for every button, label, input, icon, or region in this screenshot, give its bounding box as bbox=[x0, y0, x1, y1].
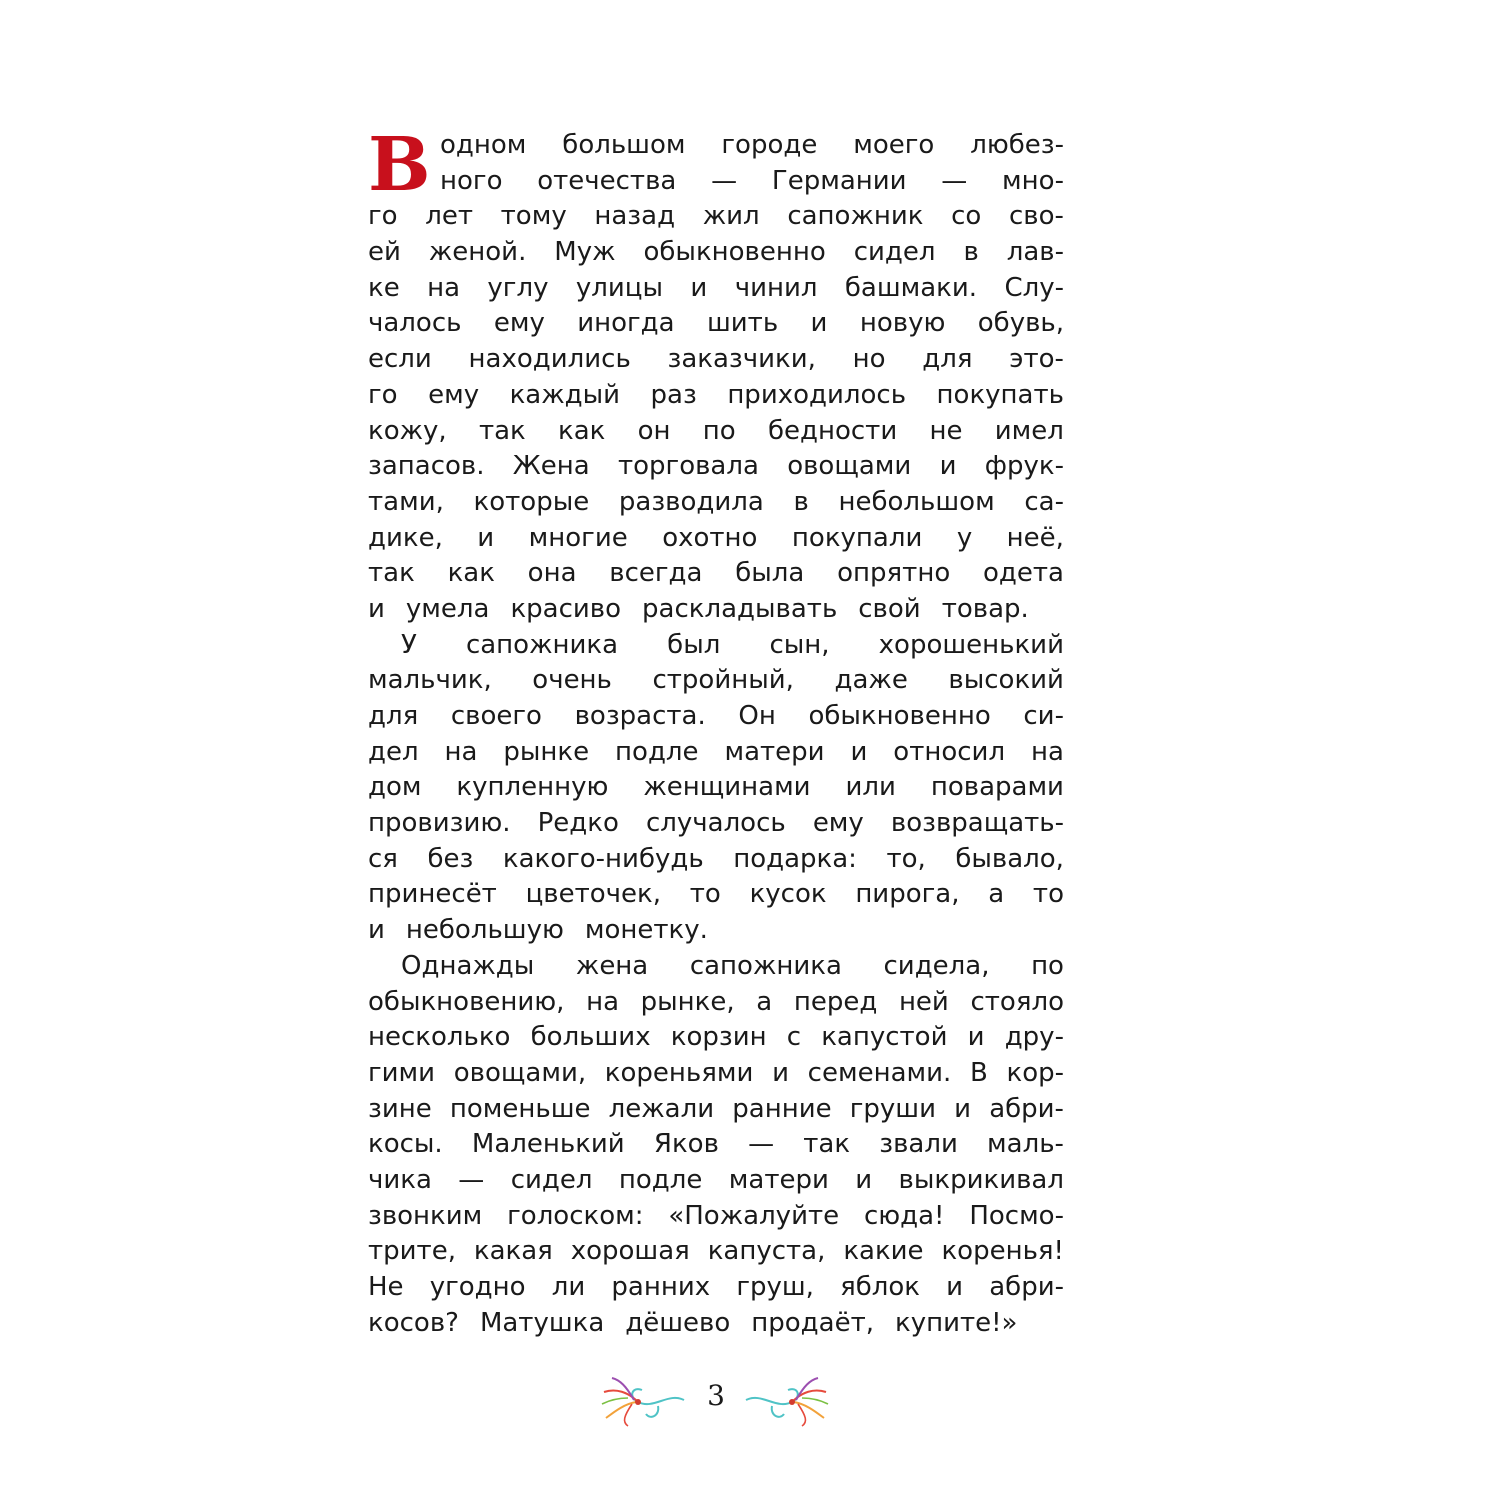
word: товар. bbox=[941, 593, 1029, 624]
text-line bbox=[368, 949, 1064, 985]
word: или bbox=[845, 772, 896, 803]
text-line bbox=[368, 378, 1064, 414]
word: обувь, bbox=[977, 308, 1064, 339]
word: одета bbox=[983, 558, 1064, 589]
word: перед bbox=[793, 986, 878, 1017]
word: но bbox=[852, 344, 886, 375]
word: пирога, bbox=[855, 879, 960, 910]
word: и bbox=[772, 1057, 789, 1088]
word: и bbox=[690, 272, 708, 303]
word: одном bbox=[440, 130, 527, 160]
word: находились bbox=[468, 344, 631, 375]
word: чика bbox=[368, 1164, 432, 1195]
text-line bbox=[368, 913, 1064, 949]
text-line bbox=[368, 342, 1064, 378]
word: яблок bbox=[840, 1272, 920, 1302]
word: была bbox=[735, 558, 805, 589]
word: новую bbox=[859, 308, 946, 339]
word: шить bbox=[706, 308, 779, 339]
word: кусок bbox=[749, 879, 827, 910]
text-line bbox=[368, 628, 1064, 664]
word: Не bbox=[368, 1272, 404, 1302]
word: рынке, bbox=[640, 986, 735, 1017]
word: очень bbox=[532, 665, 612, 696]
word: как bbox=[447, 558, 495, 589]
word: сапожник bbox=[787, 201, 924, 232]
word: обыкновению, bbox=[368, 986, 565, 1017]
word: это- bbox=[1009, 344, 1064, 375]
word: на bbox=[1031, 736, 1064, 767]
word: Яков bbox=[653, 1129, 719, 1160]
word: чинил bbox=[734, 272, 818, 303]
word: а bbox=[756, 986, 773, 1017]
word: косы. bbox=[368, 1129, 443, 1160]
word: го bbox=[368, 201, 398, 232]
word: кор- bbox=[1006, 1057, 1064, 1088]
page-footer bbox=[0, 1372, 1500, 1428]
word: случалось bbox=[645, 808, 786, 839]
floral-flourish-left-icon bbox=[598, 1372, 688, 1428]
word: на bbox=[586, 986, 620, 1017]
text-line bbox=[368, 1020, 1064, 1056]
text-line bbox=[368, 199, 1064, 235]
word: и bbox=[850, 736, 868, 767]
word: женщинами bbox=[643, 772, 811, 803]
text-line bbox=[368, 1234, 1064, 1270]
word: купите!» bbox=[895, 1307, 1018, 1338]
word: покупать bbox=[936, 379, 1064, 410]
word: с bbox=[786, 1022, 802, 1053]
word: приходилось bbox=[727, 379, 907, 410]
word: относил bbox=[893, 736, 1006, 767]
word: городе bbox=[721, 130, 818, 160]
word: жена bbox=[575, 950, 649, 981]
word: заказчики, bbox=[667, 344, 816, 375]
word: дом bbox=[368, 772, 422, 803]
word: ней bbox=[898, 986, 949, 1017]
word: лежали bbox=[608, 1093, 715, 1124]
word: абри- bbox=[989, 1093, 1064, 1124]
text-line bbox=[368, 985, 1064, 1021]
word: и bbox=[810, 308, 828, 339]
page-number: 3 bbox=[707, 1379, 725, 1412]
word: ему bbox=[493, 308, 545, 339]
word: даже bbox=[834, 665, 908, 696]
text-line bbox=[368, 1092, 1064, 1128]
word: какого-нибудь bbox=[502, 843, 704, 874]
word: монетку. bbox=[584, 915, 708, 946]
word: го bbox=[368, 379, 398, 410]
word: бывало, bbox=[955, 843, 1064, 874]
text-line bbox=[368, 521, 1064, 557]
word: в bbox=[963, 237, 979, 268]
word: звали bbox=[879, 1129, 958, 1160]
text-line bbox=[368, 1163, 1064, 1199]
word: женой. bbox=[428, 237, 527, 268]
word: поварами bbox=[930, 772, 1064, 803]
word: груш, bbox=[736, 1272, 814, 1302]
word: Матушка bbox=[479, 1307, 605, 1338]
word: — bbox=[711, 165, 738, 196]
word: ей bbox=[368, 237, 401, 268]
word: принесёт bbox=[368, 879, 497, 910]
word: трите, bbox=[368, 1236, 456, 1267]
word: сапожника bbox=[689, 950, 842, 981]
word: В bbox=[969, 1057, 988, 1088]
word: раз bbox=[650, 379, 697, 410]
word: мальчик, bbox=[368, 665, 492, 696]
word: если bbox=[368, 344, 432, 375]
word: небольшую bbox=[405, 915, 564, 946]
word: какие bbox=[843, 1236, 924, 1267]
word: сюда! bbox=[863, 1200, 945, 1231]
word: ли bbox=[551, 1272, 586, 1302]
text-line bbox=[368, 414, 1064, 450]
word: на bbox=[427, 272, 461, 303]
word: дёшево bbox=[625, 1307, 731, 1338]
word: был bbox=[667, 629, 721, 660]
word: он bbox=[637, 415, 671, 446]
word: подле bbox=[618, 1164, 703, 1195]
word: Редко bbox=[537, 808, 619, 839]
word: дике, bbox=[368, 522, 443, 553]
word: фрук- bbox=[984, 451, 1064, 482]
word: ему bbox=[812, 808, 864, 839]
word: и bbox=[477, 522, 495, 553]
word: по bbox=[1031, 950, 1064, 981]
word: так bbox=[368, 558, 415, 589]
word: Посмо- bbox=[969, 1200, 1064, 1231]
text-line bbox=[368, 235, 1064, 271]
text-line bbox=[368, 306, 1064, 342]
word: небольшом bbox=[838, 486, 995, 517]
word: больших bbox=[530, 1022, 651, 1053]
word: имел bbox=[994, 415, 1064, 446]
word: в bbox=[793, 486, 809, 517]
word: ранние bbox=[732, 1093, 832, 1124]
word: матери bbox=[728, 1164, 829, 1195]
text-line bbox=[368, 770, 1064, 806]
word: как bbox=[558, 415, 606, 446]
word: провизию. bbox=[368, 808, 511, 839]
text-line bbox=[368, 271, 1064, 307]
word: не bbox=[929, 415, 963, 446]
word: которые bbox=[473, 486, 590, 517]
word: торговала bbox=[617, 451, 759, 482]
word: косов? bbox=[368, 1307, 459, 1338]
word: груши bbox=[849, 1093, 936, 1124]
word: поменьше bbox=[449, 1093, 591, 1124]
word: обыкновенно bbox=[808, 701, 991, 731]
story-text bbox=[368, 122, 1064, 1341]
word: Германии bbox=[771, 165, 907, 196]
word: ранних bbox=[611, 1272, 711, 1302]
word: тому bbox=[500, 201, 567, 232]
text-line bbox=[368, 449, 1064, 485]
word: — bbox=[458, 1164, 485, 1195]
word: сапожника bbox=[465, 629, 619, 660]
word: дру- bbox=[1004, 1022, 1064, 1053]
word: свой bbox=[858, 593, 921, 624]
word: всегда bbox=[609, 558, 703, 589]
word: ке bbox=[368, 272, 400, 303]
word: то bbox=[689, 879, 721, 910]
word: умела bbox=[405, 593, 490, 624]
word: коренья! bbox=[941, 1236, 1064, 1267]
word: так bbox=[478, 415, 526, 446]
word: капустой bbox=[821, 1022, 948, 1053]
word: раскладывать bbox=[642, 593, 838, 624]
word: сидел bbox=[510, 1164, 593, 1195]
word: высокий bbox=[948, 665, 1064, 696]
floral-flourish-right-icon bbox=[742, 1372, 832, 1428]
word: а bbox=[988, 879, 1005, 910]
word: так bbox=[803, 1129, 851, 1160]
word: подле bbox=[615, 736, 699, 767]
word: лав- bbox=[1006, 237, 1064, 268]
word: ему bbox=[428, 379, 480, 410]
word: гими bbox=[368, 1057, 436, 1088]
word: обыкновенно bbox=[643, 237, 826, 268]
text-line bbox=[368, 735, 1064, 771]
word: сидел bbox=[853, 237, 936, 268]
text-line bbox=[368, 556, 1064, 592]
word: и bbox=[946, 1272, 964, 1302]
word: продаёт, bbox=[751, 1307, 874, 1338]
word: без bbox=[427, 843, 474, 874]
word: матери bbox=[724, 736, 825, 767]
text-line bbox=[368, 485, 1064, 521]
word: кореньями bbox=[604, 1057, 754, 1088]
word: си- bbox=[1023, 701, 1064, 731]
word: несколько bbox=[368, 1022, 511, 1053]
word: хорошенький bbox=[878, 629, 1064, 660]
word: Жена bbox=[512, 451, 590, 482]
word: для bbox=[922, 344, 973, 375]
word: возвращать- bbox=[890, 808, 1064, 839]
word: красиво bbox=[510, 593, 622, 624]
word: овощами bbox=[787, 451, 912, 482]
word: стройный, bbox=[652, 665, 794, 696]
text-line bbox=[368, 1056, 1064, 1092]
word: лет bbox=[425, 201, 473, 232]
word: семенами. bbox=[807, 1057, 952, 1088]
word: Муж bbox=[554, 237, 616, 268]
text-line bbox=[368, 699, 1064, 735]
word: хорошая bbox=[570, 1236, 690, 1267]
text-line bbox=[368, 164, 1064, 200]
word: голоском: bbox=[507, 1200, 644, 1231]
word: сво- bbox=[1009, 201, 1064, 232]
text-line bbox=[368, 1306, 1064, 1342]
word: какая bbox=[473, 1236, 553, 1267]
word: и bbox=[939, 451, 957, 482]
word: ного bbox=[440, 165, 503, 196]
word: сын, bbox=[769, 629, 830, 660]
word: охотно bbox=[662, 522, 758, 553]
word: купленную bbox=[456, 772, 609, 803]
word: по bbox=[702, 415, 736, 446]
word: маль- bbox=[987, 1129, 1064, 1160]
word: для bbox=[368, 701, 419, 731]
word: улицы bbox=[575, 272, 664, 303]
word: и bbox=[967, 1022, 985, 1053]
word: капуста, bbox=[707, 1236, 826, 1267]
word: у bbox=[956, 522, 973, 553]
word: своего bbox=[450, 701, 542, 731]
word: дел bbox=[368, 736, 419, 767]
text-line bbox=[368, 842, 1064, 878]
word: Однажды bbox=[401, 950, 535, 981]
word: корзин bbox=[670, 1022, 767, 1053]
word: то bbox=[1032, 879, 1064, 910]
word: овощами, bbox=[453, 1057, 587, 1088]
word: большом bbox=[562, 130, 686, 160]
word: она bbox=[527, 558, 577, 589]
drop-cap: В bbox=[368, 122, 431, 208]
word: покупали bbox=[791, 522, 923, 553]
word: — bbox=[941, 165, 968, 196]
word: и bbox=[855, 1164, 873, 1195]
text-line bbox=[368, 1127, 1064, 1163]
text-line bbox=[368, 1270, 1064, 1306]
word: тами, bbox=[368, 486, 444, 517]
word: звонким bbox=[368, 1200, 483, 1231]
word: запасов. bbox=[368, 451, 485, 482]
text-line bbox=[368, 877, 1064, 913]
word: бедности bbox=[767, 415, 898, 446]
word: разводила bbox=[618, 486, 764, 517]
word: угодно bbox=[429, 1272, 526, 1302]
word: и bbox=[954, 1093, 972, 1124]
word: У bbox=[401, 629, 417, 660]
word: подарка: bbox=[733, 843, 857, 874]
word: каждый bbox=[509, 379, 621, 410]
word: башмаки. bbox=[844, 272, 978, 303]
word: рынке bbox=[503, 736, 590, 767]
word: выкрикивал bbox=[898, 1164, 1064, 1195]
text-line bbox=[368, 663, 1064, 699]
word: чалось bbox=[368, 308, 462, 339]
word: «Пожалуйте bbox=[668, 1200, 840, 1231]
word: жил bbox=[702, 201, 760, 232]
word: мно- bbox=[1002, 165, 1064, 196]
text-line bbox=[368, 128, 1064, 164]
word: кожу, bbox=[368, 415, 447, 446]
word: то, bbox=[886, 843, 926, 874]
word: углу bbox=[487, 272, 549, 303]
word: сидела, bbox=[883, 950, 990, 981]
word: и bbox=[368, 593, 385, 624]
word: моего bbox=[853, 130, 935, 160]
word: неё, bbox=[1006, 522, 1064, 553]
word: возраста. bbox=[574, 701, 706, 731]
text-line bbox=[368, 592, 1064, 628]
text-line bbox=[368, 1199, 1064, 1235]
word: Он bbox=[738, 701, 776, 731]
word: ся bbox=[368, 843, 398, 874]
word: иногда bbox=[577, 308, 675, 339]
word: опрятно bbox=[837, 558, 951, 589]
word: са- bbox=[1024, 486, 1064, 517]
word: и bbox=[368, 915, 385, 946]
word: Слу- bbox=[1004, 272, 1064, 303]
word: на bbox=[444, 736, 478, 767]
word: любез- bbox=[970, 130, 1064, 160]
word: зине bbox=[368, 1093, 432, 1124]
word: — bbox=[748, 1129, 775, 1160]
text-line bbox=[368, 806, 1064, 842]
word: стояло bbox=[970, 986, 1064, 1017]
word: со bbox=[951, 201, 982, 232]
word: Маленький bbox=[471, 1129, 625, 1160]
word: цветочек, bbox=[525, 879, 661, 910]
word: абри- bbox=[989, 1272, 1064, 1302]
word: отечества bbox=[537, 165, 677, 196]
word: многие bbox=[528, 522, 628, 553]
word: назад bbox=[594, 201, 676, 232]
